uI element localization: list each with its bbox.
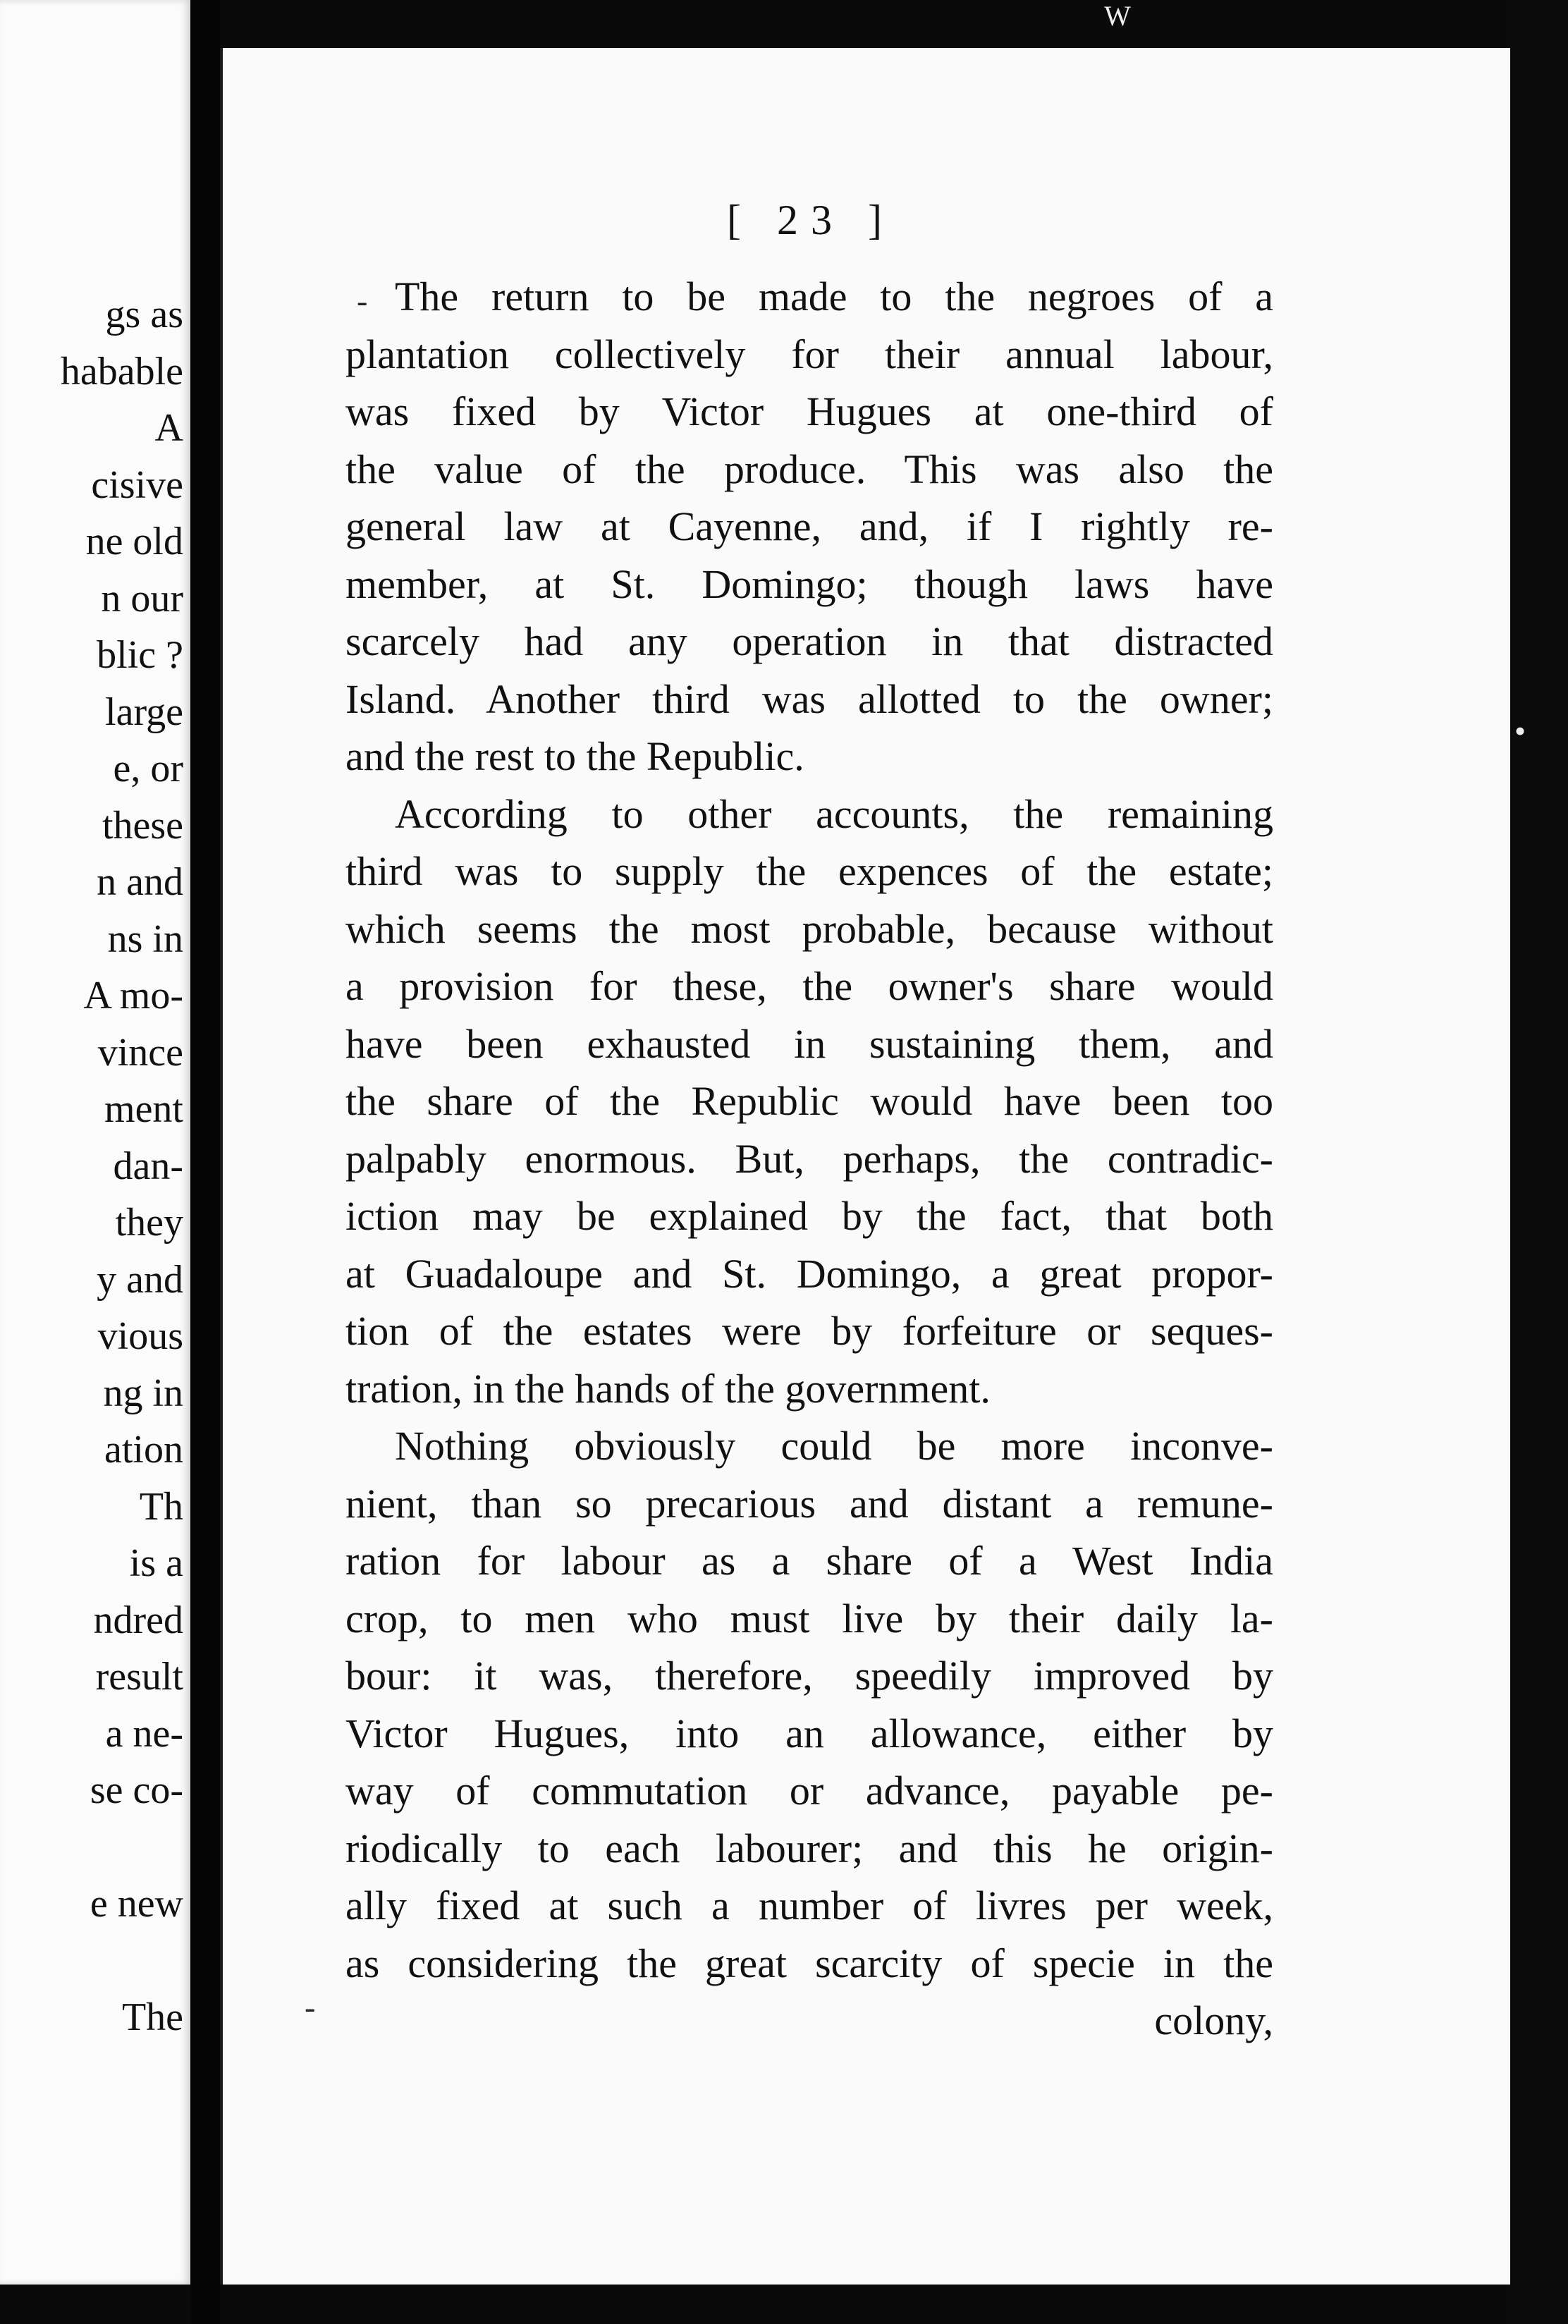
binding-gutter	[190, 0, 220, 2324]
text-line: and the rest to the Republic.	[345, 733, 804, 779]
text-line: was fixed by Victor Hugues at one-third of	[345, 389, 1273, 434]
adjacent-page-fragment: n our	[101, 576, 183, 620]
page-number: [ 23 ]	[727, 197, 895, 243]
adjacent-page-fragment: blic ?	[97, 633, 183, 677]
adjacent-page-fragment: se co-	[90, 1768, 183, 1812]
adjacent-page-fragment: gs as	[105, 293, 183, 336]
adjacent-page-fragment: e new	[90, 1882, 183, 1926]
adjacent-page-fragment: A	[154, 406, 183, 450]
adjacent-page-fragment: A mo-	[83, 974, 183, 1017]
text-line: at Guadaloupe and St. Domingo, a great propor-	[345, 1250, 1273, 1297]
adjacent-page-fragment: ation	[104, 1428, 183, 1472]
text-line: tration, in the hands of the government.	[345, 1365, 991, 1412]
text-line: bour: it was, therefore, speedily improved by	[345, 1653, 1273, 1699]
adjacent-page-fragment: result	[95, 1655, 183, 1699]
text-line: iction may be explained by the fact, that both	[345, 1193, 1273, 1239]
stray-mark: -	[305, 1989, 316, 2025]
text-line: colony,	[1154, 1998, 1273, 2043]
text-line: ration for labour as a share of a West India	[345, 1538, 1273, 1584]
adjacent-page-fragment: habable	[60, 349, 183, 393]
text-line: crop, to men who must live by their daily la-	[345, 1595, 1273, 1641]
text-line: third was to supply the expences of the estate;	[345, 848, 1273, 894]
text-line: scarcely had any operation in that distracted	[345, 618, 1273, 664]
text-line: Island. Another third was allotted to the owner;	[345, 675, 1273, 722]
stray-mark: -	[357, 283, 368, 319]
adjacent-page-fragment: cisive	[91, 463, 183, 507]
text-line: a provision for these, the owner's share would	[345, 963, 1273, 1009]
adjacent-page-fragment: dan-	[113, 1144, 183, 1188]
text-line: Victor Hugues, into an allowance, either by	[345, 1710, 1273, 1756]
adjacent-page-fragment: n and	[97, 860, 183, 904]
text-line: plantation collectively for their annual labour,	[345, 331, 1273, 377]
text-line: which seems the most probable, because without	[345, 905, 1273, 952]
adjacent-page-fragment: ns in	[107, 917, 183, 961]
adjacent-page-fragment: ne old	[85, 520, 183, 563]
adjacent-page-fragment: The	[121, 1995, 183, 2039]
adjacent-page-fragment: ment	[104, 1087, 183, 1131]
adjacent-page-fragment: is a	[129, 1541, 183, 1585]
adjacent-page-fragment: y and	[97, 1257, 183, 1302]
text-line: have been exhausted in sustaining them, and	[345, 1020, 1273, 1067]
stray-mark: •	[1514, 713, 1526, 749]
adjacent-page-fragment: Th	[139, 1484, 183, 1529]
adjacent-page	[0, 0, 190, 2285]
text-line: tion of the estates were by forfeiture or seques-	[345, 1308, 1273, 1354]
scan-mark: W	[1104, 0, 1131, 32]
text-line: Nothing obviously could be more inconve-	[395, 1423, 1273, 1469]
adjacent-page-fragment: large	[105, 690, 183, 734]
adjacent-page-fragment: vince	[97, 1030, 183, 1075]
adjacent-page-fragment: ndred	[93, 1598, 183, 1642]
text-line: as considering the great scarcity of specie in the	[345, 1940, 1273, 1986]
text-line: general law at Cayenne, and, if I rightly re-	[345, 503, 1273, 549]
page-edge-shadow	[1510, 0, 1568, 2324]
text-line: the share of the Republic would have been too	[345, 1078, 1273, 1124]
adjacent-page-fragment: they	[115, 1201, 183, 1244]
text-line: riodically to each labourer; and this he origin-	[345, 1825, 1273, 1871]
text-line: way of commutation or advance, payable pe-	[345, 1768, 1273, 1814]
text-line: nient, than so precarious and distant a remune-	[345, 1480, 1273, 1527]
body-text	[345, 268, 1273, 2050]
adjacent-page-fragment: vious	[97, 1314, 183, 1358]
adjacent-page-fragment: a ne-	[105, 1711, 183, 1756]
text-line: The return to be made to the negroes of a	[395, 274, 1273, 319]
adjacent-page-fragment: ng in	[103, 1371, 183, 1415]
text-line: palpably enormous. But, perhaps, the contradic-	[345, 1135, 1273, 1182]
text-line: member, at St. Domingo; though laws have	[345, 561, 1273, 607]
text-line: ally fixed at such a number of livres per week,	[345, 1883, 1273, 1928]
text-line: According to other accounts, the remaining	[395, 790, 1273, 837]
text-line: the value of the produce. This was also the	[345, 446, 1273, 492]
adjacent-page-fragment: e, or	[113, 747, 183, 790]
adjacent-page-fragment: these	[102, 803, 183, 848]
